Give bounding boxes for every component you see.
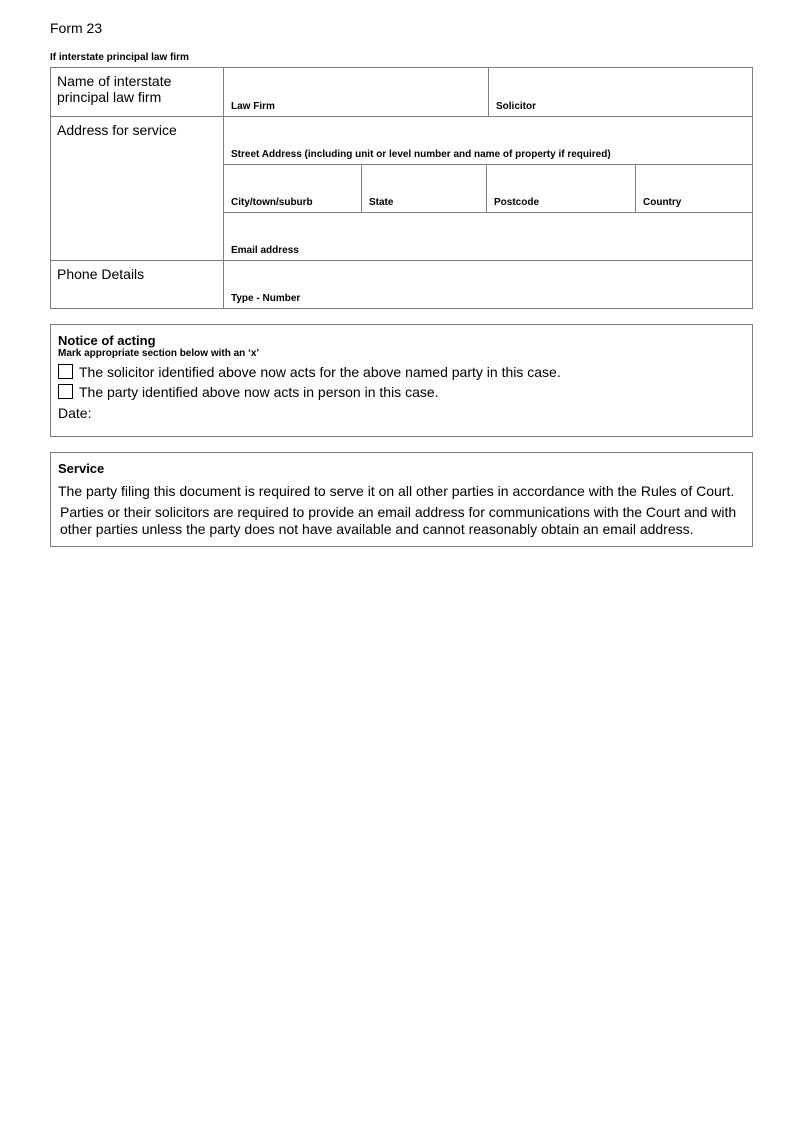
email-address-field[interactable] <box>224 213 752 260</box>
postcode-label: Postcode <box>494 197 540 208</box>
address-row-label: Address for service <box>57 122 177 138</box>
city-field[interactable] <box>224 165 361 212</box>
notice-subtitle: Mark appropriate section below with an ‘x’ <box>58 348 260 359</box>
section-caption: If interstate principal law firm <box>50 52 189 63</box>
service-paragraph-2: Parties or their solicitors are required to provide an email address for communications with the Court and with other parties unless the party does not have available and cannot reasonably obtain an email address. <box>60 504 737 537</box>
phone-type-number-label: Type - Number <box>231 293 301 304</box>
notice-of-acting-box <box>50 324 753 437</box>
solicitor-acts-checkbox[interactable] <box>58 364 73 379</box>
street-address-label: Street Address (including unit or level number and name of property if required) <box>231 149 611 160</box>
option-solicitor-acts <box>58 362 745 381</box>
state-field[interactable] <box>362 165 486 212</box>
postcode-field[interactable] <box>487 165 635 212</box>
phone-number-field[interactable] <box>224 261 752 308</box>
service-paragraph-1: The party filing this document is required to serve it on all other parties in accordance with the Rules of Court. <box>58 483 735 499</box>
date-label: Date: <box>58 405 92 421</box>
street-address-field[interactable] <box>224 117 752 164</box>
party-in-person-text: The party identified above now acts in person in this case. <box>79 383 439 400</box>
phone-row-label: Phone Details <box>57 266 145 282</box>
city-label: City/town/suburb <box>231 197 313 208</box>
form-number: Form 23 <box>50 20 103 36</box>
solicitor-label: Solicitor <box>496 101 537 112</box>
firm-name-row-label: Name of interstate principal law firm <box>57 73 172 105</box>
party-in-person-checkbox[interactable] <box>58 384 73 399</box>
service-title: Service <box>58 461 105 476</box>
option-party-in-person <box>58 382 745 401</box>
law-firm-field[interactable] <box>224 68 488 116</box>
solicitor-field[interactable] <box>489 68 752 116</box>
country-label: Country <box>643 197 682 208</box>
notice-title: Notice of acting <box>58 333 156 348</box>
state-label: State <box>369 197 394 208</box>
solicitor-acts-text: The solicitor identified above now acts for the above named party in this case. <box>79 363 561 380</box>
law-firm-label: Law Firm <box>231 101 275 112</box>
service-box <box>50 452 753 547</box>
interstate-law-firm-table <box>50 67 753 309</box>
country-field[interactable] <box>636 165 752 212</box>
email-address-label: Email address <box>231 245 299 256</box>
